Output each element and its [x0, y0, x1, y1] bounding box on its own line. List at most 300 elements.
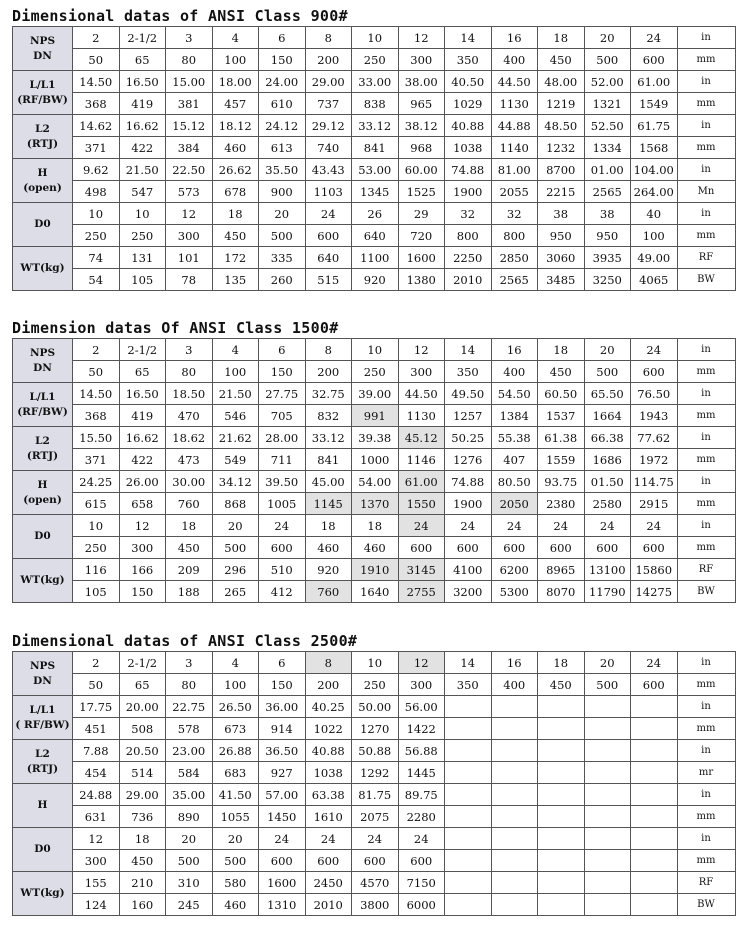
- table-cell: 131: [119, 247, 166, 269]
- table-cell: 890: [166, 806, 213, 828]
- table-cell: 841: [352, 137, 399, 159]
- table-cell: 600: [631, 674, 678, 696]
- table-row: [13, 71, 736, 93]
- table-cell: 381: [166, 93, 213, 115]
- row-label-line: (RTJ): [26, 762, 59, 775]
- table-cell: 1140: [491, 137, 538, 159]
- table-cell: 1568: [631, 137, 678, 159]
- table-cell: 18: [538, 27, 585, 49]
- table-cell: 10: [73, 515, 120, 537]
- table-cell: 4: [212, 339, 259, 361]
- unit-cell: mm: [677, 718, 735, 740]
- table-cell: 457: [212, 93, 259, 115]
- table-cell: 5300: [491, 581, 538, 603]
- table-cell: 500: [166, 850, 213, 872]
- table-cell: 20: [212, 828, 259, 850]
- table-cell: 3200: [445, 581, 492, 603]
- table-cell: 74: [73, 247, 120, 269]
- table-cell: 450: [538, 674, 585, 696]
- table-cell: [445, 718, 492, 740]
- table-row: [13, 696, 736, 718]
- table-cell: 1943: [631, 405, 678, 427]
- table-cell: 35.50: [259, 159, 306, 181]
- unit-cell: in: [677, 471, 735, 493]
- table-cell: [538, 784, 585, 806]
- table-cell: 1600: [259, 872, 306, 894]
- table-cell: [538, 718, 585, 740]
- table-cell: [584, 740, 631, 762]
- unit-cell: in: [677, 515, 735, 537]
- table-cell: [631, 850, 678, 872]
- table-cell: 914: [259, 718, 306, 740]
- row-label-line: DN: [33, 674, 52, 687]
- table-cell: [538, 872, 585, 894]
- row-group-label: [13, 652, 73, 696]
- table-row: [13, 872, 736, 894]
- table-cell: 14: [445, 27, 492, 49]
- unit-cell: in: [677, 784, 735, 806]
- table-cell: [445, 872, 492, 894]
- row-label-line: (RTJ): [26, 137, 59, 150]
- table-cell: 34.12: [212, 471, 259, 493]
- table-cell: 18: [305, 515, 352, 537]
- table-row: [13, 137, 736, 159]
- table-cell: 135: [212, 269, 259, 291]
- table-cell: 450: [212, 225, 259, 247]
- table-cell: 950: [584, 225, 631, 247]
- table-cell: 300: [73, 850, 120, 872]
- table-cell: 2215: [538, 181, 585, 203]
- table-cell: 18: [119, 828, 166, 850]
- unit-cell: mm: [677, 806, 735, 828]
- table-cell: 18: [352, 515, 399, 537]
- table-cell: 1525: [398, 181, 445, 203]
- table-cell: 28.00: [259, 427, 306, 449]
- table-cell: 1310: [259, 894, 306, 916]
- table-cell: 613: [259, 137, 306, 159]
- table-cell: [631, 762, 678, 784]
- table-cell: 500: [584, 674, 631, 696]
- table-cell: 454: [73, 762, 120, 784]
- table-cell: 65: [119, 361, 166, 383]
- table-cell: 631: [73, 806, 120, 828]
- table-cell: 40: [631, 203, 678, 225]
- table-cell: 38.12: [398, 115, 445, 137]
- table-cell: 2-1/2: [119, 652, 166, 674]
- table-cell: 20.00: [119, 696, 166, 718]
- table-cell: [584, 894, 631, 916]
- table-cell: 1005: [259, 493, 306, 515]
- table-cell: 600: [398, 537, 445, 559]
- table-cell: 155: [73, 872, 120, 894]
- table-cell: 29.12: [305, 115, 352, 137]
- table-cell: 14275: [631, 581, 678, 603]
- table-cell: 498: [73, 181, 120, 203]
- table-cell: 26.62: [212, 159, 259, 181]
- table-cell: 56.00: [398, 696, 445, 718]
- table-cell: 15.12: [166, 115, 213, 137]
- table-cell: 600: [538, 537, 585, 559]
- table-cell: 40.88: [445, 115, 492, 137]
- table-cell: 500: [212, 537, 259, 559]
- table-cell: [584, 762, 631, 784]
- row-label-line: H: [37, 478, 48, 491]
- table-cell: 24: [259, 515, 306, 537]
- table-cell: 63.38: [305, 784, 352, 806]
- table-cell: 29: [398, 203, 445, 225]
- table-cell: 422: [119, 449, 166, 471]
- table-cell: 54.50: [491, 383, 538, 405]
- table-cell: 8965: [538, 559, 585, 581]
- table-cell: 50.25: [445, 427, 492, 449]
- unit-cell: in: [677, 828, 735, 850]
- unit-cell: mm: [677, 674, 735, 696]
- table-row: [13, 159, 736, 181]
- table-cell: 800: [491, 225, 538, 247]
- table-cell: 250: [352, 361, 399, 383]
- table-cell: 412: [259, 581, 306, 603]
- table-cell: 105: [73, 581, 120, 603]
- table-row: [13, 269, 736, 291]
- table-cell: 600: [445, 537, 492, 559]
- table-cell: 172: [212, 247, 259, 269]
- table-cell: 371: [73, 449, 120, 471]
- table-cell: 1334: [584, 137, 631, 159]
- table-row: [13, 784, 736, 806]
- table-row: [13, 427, 736, 449]
- table-cell: 250: [73, 537, 120, 559]
- table-cell: 61.00: [398, 471, 445, 493]
- table-cell: 65.50: [584, 383, 631, 405]
- table-cell: 18: [212, 203, 259, 225]
- table-cell: 50.88: [352, 740, 399, 762]
- table-cell: 384: [166, 137, 213, 159]
- table-cell: 8070: [538, 581, 585, 603]
- table-cell: 4: [212, 652, 259, 674]
- table-cell: 2565: [584, 181, 631, 203]
- table-row: [13, 449, 736, 471]
- table-cell: 1029: [445, 93, 492, 115]
- table-row: [13, 405, 736, 427]
- unit-cell: RF: [677, 247, 735, 269]
- table-cell: 760: [166, 493, 213, 515]
- unit-cell: in: [677, 115, 735, 137]
- table-cell: 310: [166, 872, 213, 894]
- row-label-line: L2: [35, 434, 50, 447]
- table-cell: 105: [119, 269, 166, 291]
- table-cell: 736: [119, 806, 166, 828]
- table-cell: 515: [305, 269, 352, 291]
- unit-cell: BW: [677, 269, 735, 291]
- table-cell: 578: [166, 718, 213, 740]
- unit-cell: in: [677, 159, 735, 181]
- table-cell: 920: [352, 269, 399, 291]
- table-cell: 368: [73, 93, 120, 115]
- table-cell: 1130: [491, 93, 538, 115]
- table-cell: 100: [631, 225, 678, 247]
- table-cell: [445, 894, 492, 916]
- table-cell: 55.38: [491, 427, 538, 449]
- row-group-label: [13, 71, 73, 115]
- table-cell: 124: [73, 894, 120, 916]
- table-cell: 29.00: [305, 71, 352, 93]
- table-cell: 166: [119, 559, 166, 581]
- row-label-line: DN: [33, 49, 52, 62]
- table-cell: 15860: [631, 559, 678, 581]
- table-cell: 7150: [398, 872, 445, 894]
- table-cell: 81.75: [352, 784, 399, 806]
- table-cell: 1537: [538, 405, 585, 427]
- table-row: [13, 383, 736, 405]
- table-cell: 60.00: [398, 159, 445, 181]
- table-cell: 14: [445, 652, 492, 674]
- table-cell: 3485: [538, 269, 585, 291]
- table-cell: 600: [631, 49, 678, 71]
- table-cell: 40.50: [445, 71, 492, 93]
- table-cell: 74.88: [445, 471, 492, 493]
- row-group-label: [13, 515, 73, 559]
- table-cell: 1450: [259, 806, 306, 828]
- unit-cell: in: [677, 427, 735, 449]
- dimension-table: [12, 651, 736, 916]
- table-cell: 22.50: [166, 159, 213, 181]
- table-cell: 711: [259, 449, 306, 471]
- table-cell: 460: [305, 537, 352, 559]
- table-cell: 48.00: [538, 71, 585, 93]
- table-cell: 920: [305, 559, 352, 581]
- table-cell: 80: [166, 49, 213, 71]
- table-cell: 200: [305, 361, 352, 383]
- table-cell: 45.12: [398, 427, 445, 449]
- unit-cell: mm: [677, 225, 735, 247]
- table-cell: 1321: [584, 93, 631, 115]
- table-cell: 24: [631, 27, 678, 49]
- table-cell: 188: [166, 581, 213, 603]
- table-cell: 400: [491, 674, 538, 696]
- unit-cell: mm: [677, 537, 735, 559]
- unit-cell: in: [677, 27, 735, 49]
- table-cell: 24: [445, 515, 492, 537]
- table-cell: 20: [584, 339, 631, 361]
- table-cell: 1600: [398, 247, 445, 269]
- table-cell: 16.62: [119, 115, 166, 137]
- table-cell: 24.25: [73, 471, 120, 493]
- table-cell: 80.50: [491, 471, 538, 493]
- row-group-label: [13, 696, 73, 740]
- table-cell: 30.00: [166, 471, 213, 493]
- table-cell: 65: [119, 674, 166, 696]
- table-row: [13, 115, 736, 137]
- row-group-label: [13, 115, 73, 159]
- table-cell: [631, 894, 678, 916]
- table-cell: 26.88: [212, 740, 259, 762]
- table-cell: 18: [166, 515, 213, 537]
- table-cell: 1038: [305, 762, 352, 784]
- row-group-label: [13, 740, 73, 784]
- table-cell: 12: [73, 828, 120, 850]
- table-cell: 470: [166, 405, 213, 427]
- table-row: [13, 339, 736, 361]
- table-cell: 48.50: [538, 115, 585, 137]
- table-row: [13, 674, 736, 696]
- row-label-line: H: [37, 799, 48, 811]
- table-cell: 2850: [491, 247, 538, 269]
- table-cell: 250: [119, 225, 166, 247]
- table-cell: 640: [305, 247, 352, 269]
- table-cell: 61.00: [631, 71, 678, 93]
- table-cell: [631, 806, 678, 828]
- table-cell: 24.12: [259, 115, 306, 137]
- unit-cell: mm: [677, 405, 735, 427]
- table-cell: 10: [352, 652, 399, 674]
- table-cell: 20: [212, 515, 259, 537]
- table-cell: 1038: [445, 137, 492, 159]
- table-row: [13, 559, 736, 581]
- table-cell: [538, 828, 585, 850]
- unit-cell: in: [677, 71, 735, 93]
- table-cell: 2380: [538, 493, 585, 515]
- row-label-line: L2: [35, 122, 50, 135]
- table-row: [13, 828, 736, 850]
- table-cell: 1370: [352, 493, 399, 515]
- table-cell: 6000: [398, 894, 445, 916]
- unit-cell: mm: [677, 449, 735, 471]
- row-label-line: D0: [34, 530, 51, 542]
- table-cell: 2450: [305, 872, 352, 894]
- table-cell: 39.00: [352, 383, 399, 405]
- table-cell: 546: [212, 405, 259, 427]
- table-cell: 260: [259, 269, 306, 291]
- table-cell: 1900: [445, 181, 492, 203]
- table-cell: 52.50: [584, 115, 631, 137]
- table-row: [13, 740, 736, 762]
- table-cell: 1145: [305, 493, 352, 515]
- table-cell: 1900: [445, 493, 492, 515]
- unit-cell: BW: [677, 581, 735, 603]
- table-cell: 116: [73, 559, 120, 581]
- table-cell: 500: [259, 225, 306, 247]
- table-cell: 49.50: [445, 383, 492, 405]
- table-cell: 1380: [398, 269, 445, 291]
- table-cell: 1100: [352, 247, 399, 269]
- unit-cell: mm: [677, 850, 735, 872]
- unit-cell: in: [677, 339, 735, 361]
- table-cell: [538, 806, 585, 828]
- table-cell: 2915: [631, 493, 678, 515]
- row-label-line: (open): [23, 493, 62, 506]
- table-cell: 10: [352, 339, 399, 361]
- table-cell: 422: [119, 137, 166, 159]
- table-cell: 24: [631, 515, 678, 537]
- table-cell: 150: [119, 581, 166, 603]
- table-row: [13, 515, 736, 537]
- table-cell: 1549: [631, 93, 678, 115]
- table-cell: 39.50: [259, 471, 306, 493]
- table-cell: 60.50: [538, 383, 585, 405]
- table-cell: 600: [584, 537, 631, 559]
- unit-cell: in: [677, 696, 735, 718]
- table-cell: 14.62: [73, 115, 120, 137]
- table-cell: 6: [259, 27, 306, 49]
- table-cell: 18.50: [166, 383, 213, 405]
- row-label-line: L/L1: [29, 703, 56, 716]
- table-cell: 547: [119, 181, 166, 203]
- table-cell: [445, 762, 492, 784]
- table-cell: 400: [491, 361, 538, 383]
- table-cell: 101: [166, 247, 213, 269]
- table-cell: 3935: [584, 247, 631, 269]
- table-cell: 400: [491, 49, 538, 71]
- table-cell: 683: [212, 762, 259, 784]
- table-cell: 22.75: [166, 696, 213, 718]
- table-cell: 12: [166, 203, 213, 225]
- table-cell: 350: [445, 361, 492, 383]
- table-cell: 50: [73, 361, 120, 383]
- table-cell: 2: [73, 339, 120, 361]
- table-cell: 20.50: [119, 740, 166, 762]
- table-cell: 9.62: [73, 159, 120, 181]
- table-cell: 15.00: [166, 71, 213, 93]
- table-cell: 2010: [445, 269, 492, 291]
- section-class-1500: [12, 318, 730, 603]
- dimension-table: [12, 338, 736, 603]
- table-cell: 508: [119, 718, 166, 740]
- table-cell: 300: [119, 537, 166, 559]
- table-cell: 678: [212, 181, 259, 203]
- table-cell: 18.12: [212, 115, 259, 137]
- row-group-label: [13, 471, 73, 515]
- table-cell: [584, 850, 631, 872]
- table-cell: 38: [584, 203, 631, 225]
- table-cell: 150: [259, 49, 306, 71]
- table-cell: 264.00: [631, 181, 678, 203]
- row-group-label: [13, 559, 73, 603]
- table-cell: 3: [166, 339, 213, 361]
- table-cell: 20: [584, 27, 631, 49]
- table-cell: [631, 718, 678, 740]
- table-cell: 300: [398, 49, 445, 71]
- table-cell: 54.00: [352, 471, 399, 493]
- table-cell: 24: [631, 339, 678, 361]
- table-cell: 300: [398, 361, 445, 383]
- table-cell: 57.00: [259, 784, 306, 806]
- table-cell: 6200: [491, 559, 538, 581]
- table-cell: 44.50: [398, 383, 445, 405]
- table-cell: 250: [352, 674, 399, 696]
- table-cell: 450: [538, 49, 585, 71]
- table-cell: [631, 784, 678, 806]
- table-cell: [584, 784, 631, 806]
- table-cell: 32.75: [305, 383, 352, 405]
- table-cell: 1610: [305, 806, 352, 828]
- table-cell: 81.00: [491, 159, 538, 181]
- unit-cell: RF: [677, 559, 735, 581]
- table-cell: 104.00: [631, 159, 678, 181]
- table-cell: 18: [538, 652, 585, 674]
- table-cell: [584, 872, 631, 894]
- table-cell: 658: [119, 493, 166, 515]
- table-cell: 1257: [445, 405, 492, 427]
- table-cell: 460: [212, 137, 259, 159]
- table-cell: 1384: [491, 405, 538, 427]
- table-cell: 29.00: [119, 784, 166, 806]
- table-cell: 450: [119, 850, 166, 872]
- table-cell: 20: [584, 652, 631, 674]
- table-cell: 3: [166, 27, 213, 49]
- table-cell: 39.38: [352, 427, 399, 449]
- table-cell: [631, 696, 678, 718]
- table-cell: 32: [491, 203, 538, 225]
